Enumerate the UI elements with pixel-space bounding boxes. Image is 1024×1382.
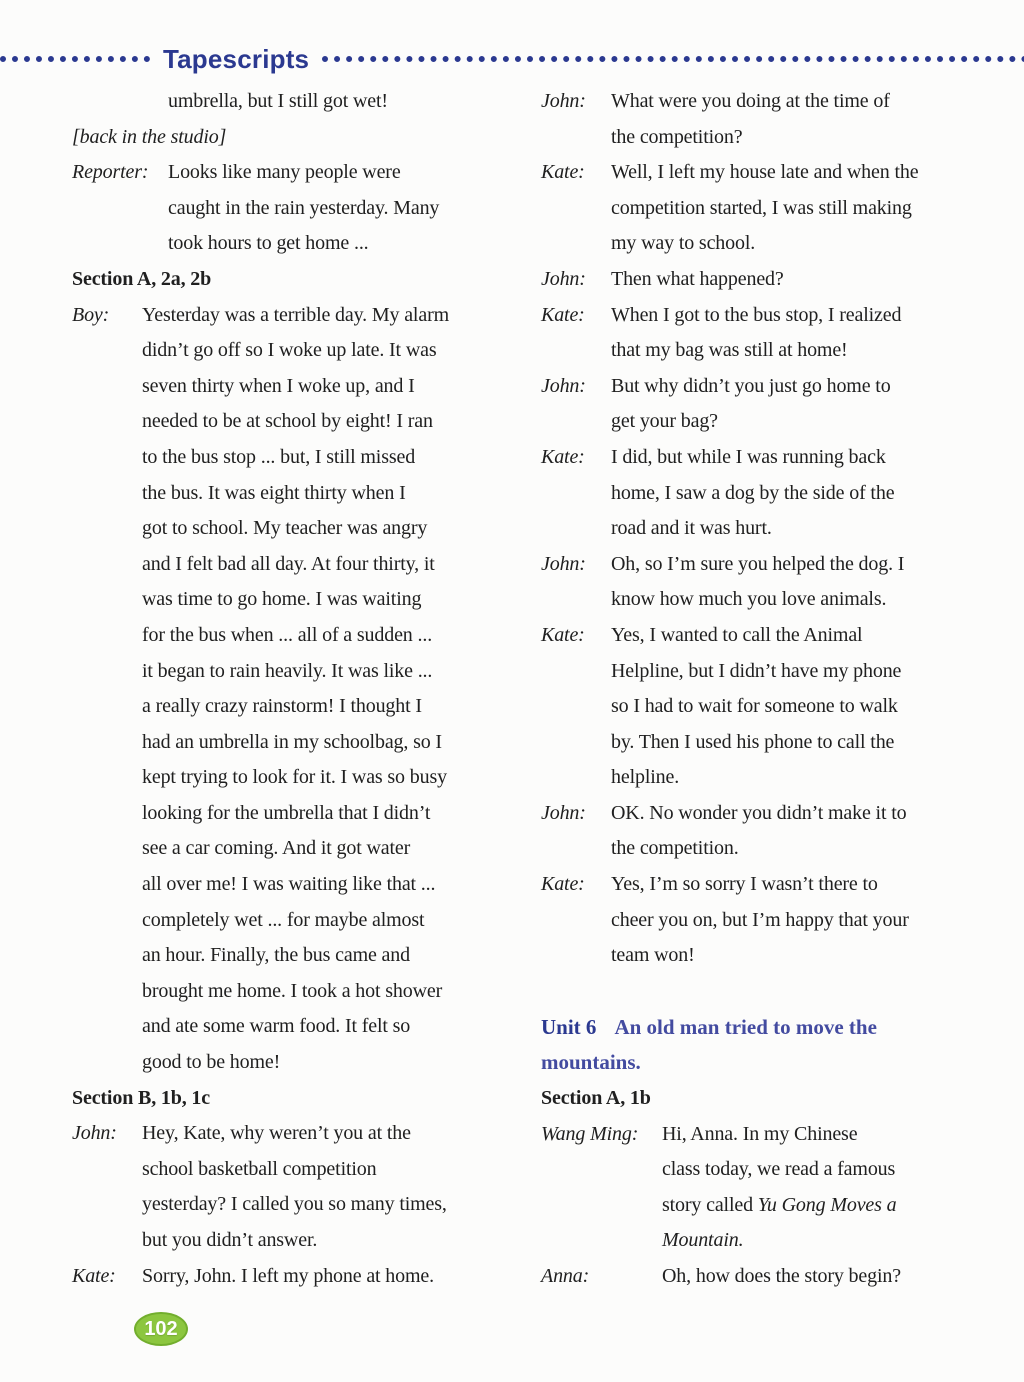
line-text: know how much you love animals. (611, 588, 887, 611)
page-title: Tapescripts (163, 43, 310, 74)
speaker-label: Kate: (541, 623, 585, 646)
speaker-label: John: (541, 552, 586, 575)
dialogue-line (541, 689, 997, 725)
line-text: helpline. (611, 766, 680, 789)
speaker-label: Kate: (541, 445, 585, 468)
dialogue-line (72, 333, 508, 369)
line-text: Hey, Kate, why weren’t you at the (142, 1122, 411, 1145)
line-text: took hours to get home ... (168, 232, 369, 255)
line-text: the bus. It was eight thirty when I (142, 481, 406, 504)
speaker-label: John: (541, 801, 586, 824)
dialogue-line (72, 511, 508, 547)
dialogue-line (541, 84, 997, 120)
line-text: Yes, I wanted to call the Animal (611, 623, 863, 646)
dialogue-block (541, 796, 997, 867)
line-text: cheer you on, but I’m happy that your (611, 908, 909, 931)
dialogue-block (541, 262, 997, 298)
speaker-label: John: (72, 1122, 117, 1145)
speaker-label: Reporter: (72, 161, 149, 184)
speaker-label: Anna: (541, 1265, 590, 1287)
line-text: Oh, how does the story begin? (662, 1265, 901, 1287)
dialogue-line (72, 796, 508, 832)
line-text: What were you doing at the time of (611, 90, 890, 112)
line-text: brought me home. I took a hot shower (142, 979, 443, 1002)
line-text: seven thirty when I woke up, and I (142, 374, 415, 397)
dialogue-block (541, 1117, 997, 1259)
line-text: all over me! I was waiting like that ... (142, 873, 436, 896)
dialogue-line (541, 725, 997, 761)
dialogue-line (541, 796, 997, 832)
dialogue-line (541, 1117, 997, 1153)
line-text: had an umbrella in my schoolbag, so I (142, 730, 442, 753)
line-text: that my bag was still at home! (611, 339, 848, 362)
line-text: Oh, so I’m sure you helped the dog. I (611, 552, 905, 575)
dialogue-block (541, 547, 997, 618)
dialogue-line (72, 404, 508, 440)
line-text: road and it was hurt. (611, 517, 772, 540)
line-text: was time to go home. I was waiting (142, 588, 422, 611)
dialogue-line (541, 511, 997, 547)
dialogue-line (541, 476, 997, 512)
line-text: home, I saw a dog by the side of the (611, 481, 895, 504)
dialogue-line (541, 654, 997, 690)
line-text: Helpline, but I didn’t have my phone (611, 659, 902, 682)
dialogue-block (541, 1259, 997, 1295)
section-heading: Section B, 1b, 1c (72, 1086, 211, 1109)
dialogue-line (541, 226, 997, 262)
line-text: see a car coming. And it got water (142, 837, 411, 860)
line-text: team won! (611, 944, 695, 967)
dialogue-line (541, 440, 997, 476)
dialogue-line (72, 1009, 508, 1045)
dialogue-line (72, 1116, 508, 1152)
dialogue-line (72, 654, 508, 690)
dialogue-block (541, 298, 997, 369)
dialogue-block (541, 84, 997, 155)
dialogue-line (541, 938, 997, 974)
dialogue-line (72, 725, 508, 761)
dialogue-block (541, 867, 997, 974)
dialogue-line (72, 84, 508, 120)
speaker-label: Kate: (541, 161, 585, 184)
dialogue-line (541, 547, 997, 583)
dialogue-line (541, 404, 997, 440)
dialogue-line (72, 547, 508, 583)
dialogue-line (541, 867, 997, 903)
dotted-rule-left-icon (0, 56, 150, 62)
dialogue-line (541, 262, 997, 298)
dialogue-line (72, 974, 508, 1010)
right-column (541, 84, 997, 1295)
dialogue-line (541, 369, 997, 405)
dialogue-line (72, 298, 508, 334)
speaker-label: Kate: (72, 1264, 116, 1287)
dialogue-line (72, 831, 508, 867)
line-text: and ate some warm food. It felt so (142, 1015, 411, 1038)
line-text: Yesterday was a terrible day. My alarm (142, 303, 449, 326)
line-text: looking for the umbrella that I didn’t (142, 801, 431, 824)
line-text: But why didn’t you just go home to (611, 374, 891, 397)
dialogue-line (72, 1223, 508, 1259)
dialogue-line (541, 191, 997, 227)
line-text: OK. No wonder you didn’t make it to (611, 801, 907, 824)
dialogue-line (72, 1045, 508, 1081)
dialogue-line (72, 476, 508, 512)
dialogue-line (541, 831, 997, 867)
line-text: kept trying to look for it. I was so busy (142, 766, 447, 789)
dialogue-block (72, 155, 508, 262)
dialogue-block (541, 440, 997, 547)
dialogue-line (541, 155, 997, 191)
dialogue-line (72, 1187, 508, 1223)
unit-label: Unit 6 (541, 1014, 597, 1039)
line-text: completely wet ... for maybe almost (142, 908, 425, 931)
line-text: and I felt bad all day. At four thirty, it (142, 552, 435, 575)
line-text: my way to school. (611, 232, 756, 255)
line-text: so I had to wait for someone to walk (611, 695, 898, 718)
speaker-label: John: (541, 267, 586, 290)
line-text: by. Then I used his phone to call the (611, 730, 895, 753)
dialogue-line (541, 333, 997, 369)
line-text: good to be home! (142, 1051, 281, 1074)
line-text: I did, but while I was running back (611, 445, 886, 468)
line-text: When I got to the bus stop, I realized (611, 303, 902, 326)
line-text: to the bus stop ... but, I still missed (142, 445, 416, 468)
line-text: story called Yu Gong Moves a (662, 1193, 897, 1216)
line-text: umbrella, but I still got wet! (168, 90, 388, 112)
section-heading: Section A, 1b (541, 1087, 651, 1110)
left-column (72, 84, 508, 1294)
unit-heading (541, 1010, 997, 1081)
dialogue-line (541, 1152, 997, 1188)
dialogue-line (72, 226, 508, 262)
line-text: Well, I left my house late and when the (611, 161, 919, 184)
line-text: get your bag? (611, 410, 718, 433)
dialogue-block (541, 155, 997, 262)
dialogue-line (72, 1259, 508, 1295)
line-text: caught in the rain yesterday. Many (168, 196, 440, 219)
speaker-label: Kate: (541, 873, 585, 896)
dialogue-block (72, 1259, 508, 1295)
dialogue-block (541, 618, 997, 796)
line-text: Looks like many people were (168, 161, 401, 184)
dialogue-line (72, 903, 508, 939)
speaker-label: Boy: (72, 303, 110, 326)
dialogue-line (72, 440, 508, 476)
dialogue-line (541, 903, 997, 939)
dialogue-block (541, 369, 997, 440)
line-text: for the bus when ... all of a sudden ... (142, 623, 433, 646)
line-text: Yes, I’m so sorry I wasn’t there to (611, 873, 878, 896)
dialogue-line (72, 582, 508, 618)
dialogue-line (541, 298, 997, 334)
page-number-badge: 102 (134, 1312, 188, 1346)
stage-direction: [back in the studio] (72, 125, 227, 148)
dialogue-block (72, 1116, 508, 1258)
dialogue-line (72, 1152, 508, 1188)
dialogue-line (541, 618, 997, 654)
unit-heading-line: mountains. (541, 1050, 641, 1075)
continuation-block (72, 84, 508, 120)
dialogue-line (72, 938, 508, 974)
dialogue-line (72, 689, 508, 725)
speaker-label: John: (541, 374, 586, 397)
line-text: competition started, I was still making (611, 196, 912, 219)
line-text: the competition. (611, 837, 739, 860)
line-text: an hour. Finally, the bus came and (142, 944, 410, 967)
dialogue-line (541, 760, 997, 796)
dotted-rule-right-icon (322, 56, 1024, 62)
dialogue-line (72, 760, 508, 796)
dialogue-line (72, 191, 508, 227)
dialogue-block (72, 298, 508, 1081)
line-text: but you didn’t answer. (142, 1229, 318, 1251)
unit-heading-line: Unit 6 An old man tried to move the (541, 1014, 877, 1039)
line-text: Then what happened? (611, 267, 784, 290)
speaker-label: John: (541, 90, 586, 112)
dialogue-line (541, 1259, 997, 1295)
section-heading: Section A, 2a, 2b (72, 267, 212, 290)
line-text: needed to be at school by eight! I ran (142, 410, 433, 433)
line-text: class today, we read a famous (662, 1158, 896, 1181)
dialogue-line (541, 1188, 997, 1224)
speaker-label: Kate: (541, 303, 585, 326)
dialogue-line (541, 582, 997, 618)
line-text: Hi, Anna. In my Chinese (662, 1122, 858, 1145)
line-text: a really crazy rainstorm! I thought I (142, 695, 422, 718)
line-text: got to school. My teacher was angry (142, 517, 428, 540)
line-text: yesterday? I called you so many times, (142, 1193, 447, 1216)
dialogue-line (72, 618, 508, 654)
line-text: school basketball competition (142, 1157, 377, 1180)
speaker-label: Wang Ming: (541, 1122, 639, 1145)
line-text: Mountain. (662, 1229, 744, 1252)
line-text: Sorry, John. I left my phone at home. (142, 1264, 434, 1287)
dialogue-line (72, 155, 508, 191)
dialogue-line (72, 867, 508, 903)
dialogue-line (72, 369, 508, 405)
line-text: it began to rain heavily. It was like ... (142, 659, 433, 682)
line-text: the competition? (611, 125, 743, 148)
dialogue-line (541, 1223, 997, 1259)
dialogue-line (541, 120, 997, 156)
page-header (0, 40, 1024, 78)
line-text: didn’t go off so I woke up late. It was (142, 339, 437, 362)
